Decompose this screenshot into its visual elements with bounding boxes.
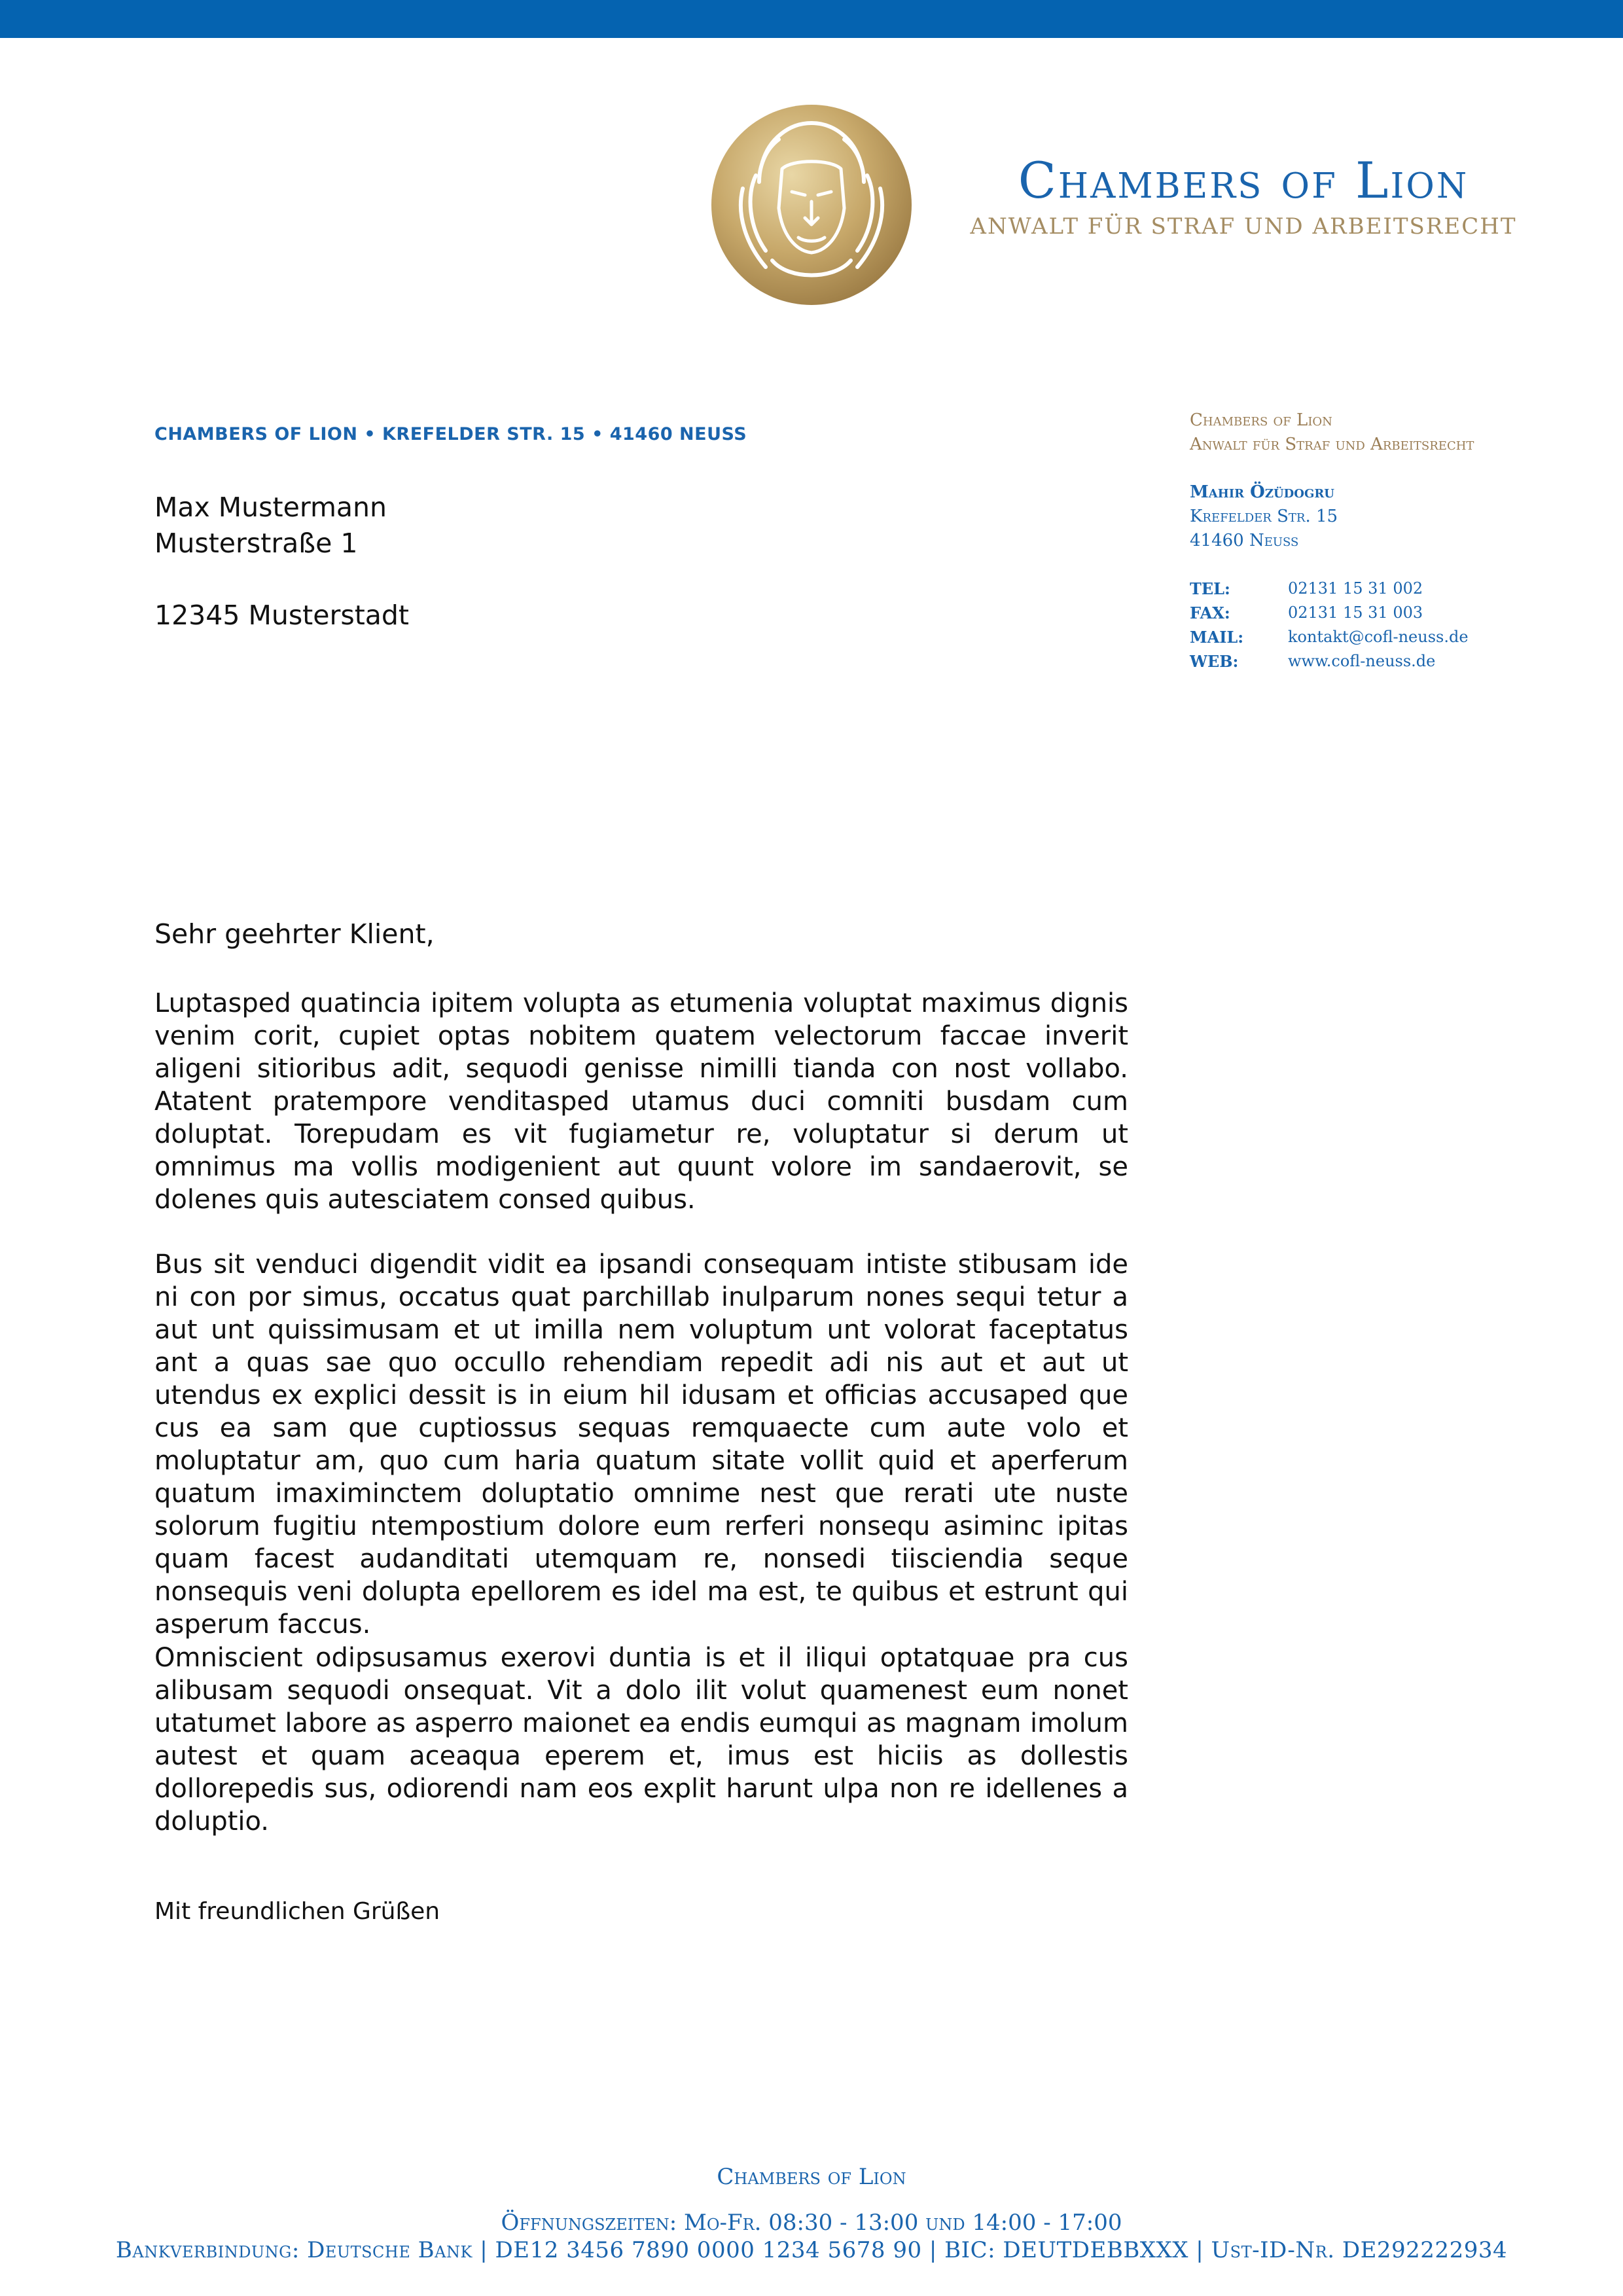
contact-row-mail — [1190, 625, 1556, 649]
sidebar-city: 41460 Neuss — [1190, 531, 1299, 550]
footer-firm-name: Chambers of Lion — [717, 2164, 906, 2190]
contact-label: WEB: — [1190, 652, 1239, 671]
contact-value: 02131 15 31 002 — [1288, 579, 1423, 598]
recipient-city: 12345 Musterstadt — [154, 600, 409, 631]
footer-bank-details: Bankverbindung: Deutsche Bank | DE12 3456 7890 0000 1234 5678 90 | BIC: DEUTDEBBXXX | Ust-ID-Nr. DE292222934 — [115, 2237, 1508, 2263]
contact-row-tel — [1190, 577, 1556, 601]
sidebar-street: Krefelder Str. 15 — [1190, 507, 1338, 526]
sidebar-firm-subtitle: Anwalt für Straf und Arbeitsrecht — [1190, 435, 1474, 454]
contact-label: FAX: — [1190, 603, 1230, 622]
letter-paragraph: Omniscient odipsusamus exerovi duntia is et il iliqui optatquae pra cus alibusam sequodi onsequat. Vit a dolo ilit volut quamenest eum nonet utatumet labore as asperro maionet ea endis eumqui as magnam imolum autest et quam aceaqua eperem et, imus est hiciis as dollestis dollorepedis sus, odiorendi nam eos explit harunt ulpa non re idellenes a doluptio. — [154, 1643, 1128, 1837]
contact-row-fax — [1190, 601, 1556, 625]
firm-info-sidebar — [1190, 408, 1556, 673]
letter-paragraph: Luptasped quatincia ipitem volupta as etumenia voluptat maximus dignis venim corit, cupiet optas nobitem quatem velectorum faccae inverit aligeni sitioribus adit, sequodi genisse nimilli tianda con nost vollabo. Atatent pratempore venditasped utamus duci comniti busdam cum doluptat. Torepudam es vit fugiametur re, voluptatur si derum ut omnimus ma vollis modigenient aut quunt volore im sandaerovit, se dolenes quis autesciatem consed quibus. — [154, 988, 1128, 1215]
contact-website-link[interactable]: www.cofl-neuss.de — [1288, 652, 1436, 670]
lion-head-medallion-icon — [710, 103, 913, 306]
sender-return-address: CHAMBERS OF LION • KREFELDER STR. 15 • 41460 NEUSS — [154, 424, 747, 444]
letter-salutation: Sehr geehrter Klient, — [154, 918, 435, 950]
contact-row-web — [1190, 649, 1556, 673]
contact-value: 02131 15 31 003 — [1288, 603, 1423, 622]
recipient-address — [154, 490, 409, 634]
letter-paragraph: Bus sit venduci digendit vidit ea ipsandi consequam intiste stibusam ide ni con por simus, occatus quat parchillab inulparum nones sequi tetur a aut unt quissimusam et ut imilla nem voluptum unt volorat faceptatus ant a quas sae quo occullo rehendiam repedit adi nis aut et aut ut utendus ex explici dessit is in eium hil idusam et officias accusaped que cus ea sam que cuptiossus sequas remquaecte cum aute volo et moluptatur am, quo cum haria quatum sitate vollit quid et aperferum quatum imaximinctem doluptatio omnime nest que rerati ute nuste solorum fugitiu ntempostium dolore eum rerferi nonsequ asiminc ipitas quam facest audanditati utemquam re, nonsedi tiisciendia seque nonsequis veni dolupta epellorem es idel ma est, te quibus et estrunt qui asperum faccus. — [154, 1249, 1128, 1640]
brand-subtitle: ANWALT FÜR STRAF UND ARBEITSRECHT — [970, 213, 1517, 240]
contact-label: MAIL: — [1190, 628, 1244, 647]
header-color-bar — [0, 0, 1623, 38]
contact-email-link[interactable]: kontakt@cofl-neuss.de — [1288, 628, 1469, 646]
brand-title: Chambers of Lion — [1018, 151, 1469, 209]
contact-label: TEL: — [1190, 579, 1230, 598]
letter-closing: Mit freundlichen Grüßen — [154, 1898, 440, 1925]
footer-opening-hours: Öffnungszeiten: Mo-Fr. 08:30 - 13:00 und 14:00 - 17:00 — [501, 2210, 1122, 2236]
sidebar-lawyer-name: Mahir Özüdogru — [1190, 482, 1334, 502]
recipient-street: Musterstraße 1 — [154, 528, 358, 559]
sidebar-firm-name: Chambers of Lion — [1190, 410, 1332, 430]
recipient-name: Max Mustermann — [154, 492, 387, 523]
